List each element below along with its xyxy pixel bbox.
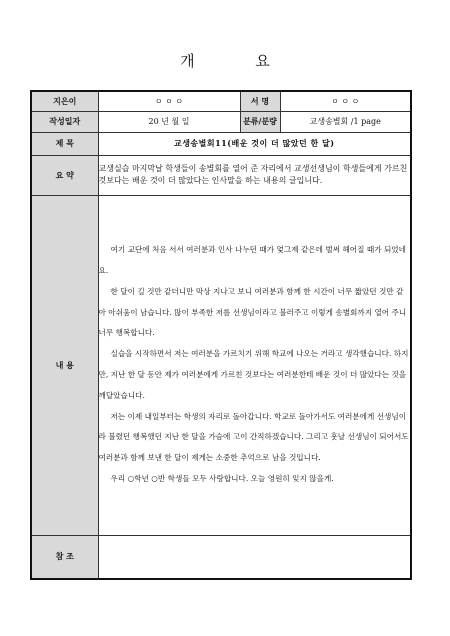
category-label: 분류/분량 [240,111,280,132]
overview-form-table [30,90,412,580]
date-row [31,111,411,132]
document-title: 개 요 [180,52,298,70]
summary-value: 교생실습 마지막날 학생들이 송별회를 열어 준 자리에서 교생선생님이 학생들에게 가르친 것보다는 배운 것이 더 많았다는 인사말을 하는 내용의 글입니다. [98,155,411,195]
author-label: 지은이 [31,91,98,111]
content-paragraph: 실습을 시작하면서 저는 여러분을 가르치기 위해 학교에 나오는 거라고 생각했습니다. 하지만, 지난 한 달 동안 제가 여러분에게 가르친 것보다는 여러분한테 배운 것이 더 많았다는 것을 깨달았습니다. [98,349,409,400]
summary-label: 요 약 [31,155,98,195]
author-row [31,91,411,111]
subject-label: 제 목 [31,132,98,155]
date-label: 작성일자 [31,111,98,132]
subject-value: 교생송별회11(배운 것이 더 많았던 한 달) [98,132,411,155]
signature-label: 서 명 [240,91,280,111]
content-paragraph: 우리 ○학년 ○반 학생들 모두 사랑합니다. 오늘 영원히 잊지 않을게. [110,473,334,483]
signature-value: ㅇ ㅇ ㅇ [280,91,411,111]
author-value: ㅇ ㅇ ㅇ [98,91,240,111]
reference-value [98,535,411,579]
content-row [31,195,411,535]
category-value: 교생송별회 /1 page [280,111,411,132]
subject-row [31,132,411,155]
content-label: 내 용 [31,195,98,535]
summary-row [31,155,411,195]
content-paragraph: 저는 이제 내일부터는 학생의 자리로 돌아갑니다. 학교로 돌아가서도 여러분에게 선생님이라 불렸던 행복했던 지난 한 달을 가슴에 고이 간직하겠습니다. 그리고 훗날 선생님이 되어서도 여러분과 함께 보낸 한 달이 제게는 소중한 추억으로 남을 것입니다. [98,411,409,463]
content-paragraph: 여기 교단에 처음 서서 여러분과 인사 나누던 때가 엊그제 같은데 벌써 헤어질 때가 되었네요. [98,245,406,276]
content-paragraph: 한 달이 길 것만 같더니만 막상 지나고 보니 여러분과 함께 한 시간이 너무 짧았던 것만 같아 아쉬움이 남습니다. 많이 부족한 저를 선생님이라고 불러주고 이렇게 송별회까지 열어 주니 너무 행복합니다. [98,286,407,338]
content-body [98,195,411,535]
reference-row [31,535,411,579]
date-value: 20 년 월 일 [98,111,240,132]
reference-label: 참 조 [31,535,98,579]
